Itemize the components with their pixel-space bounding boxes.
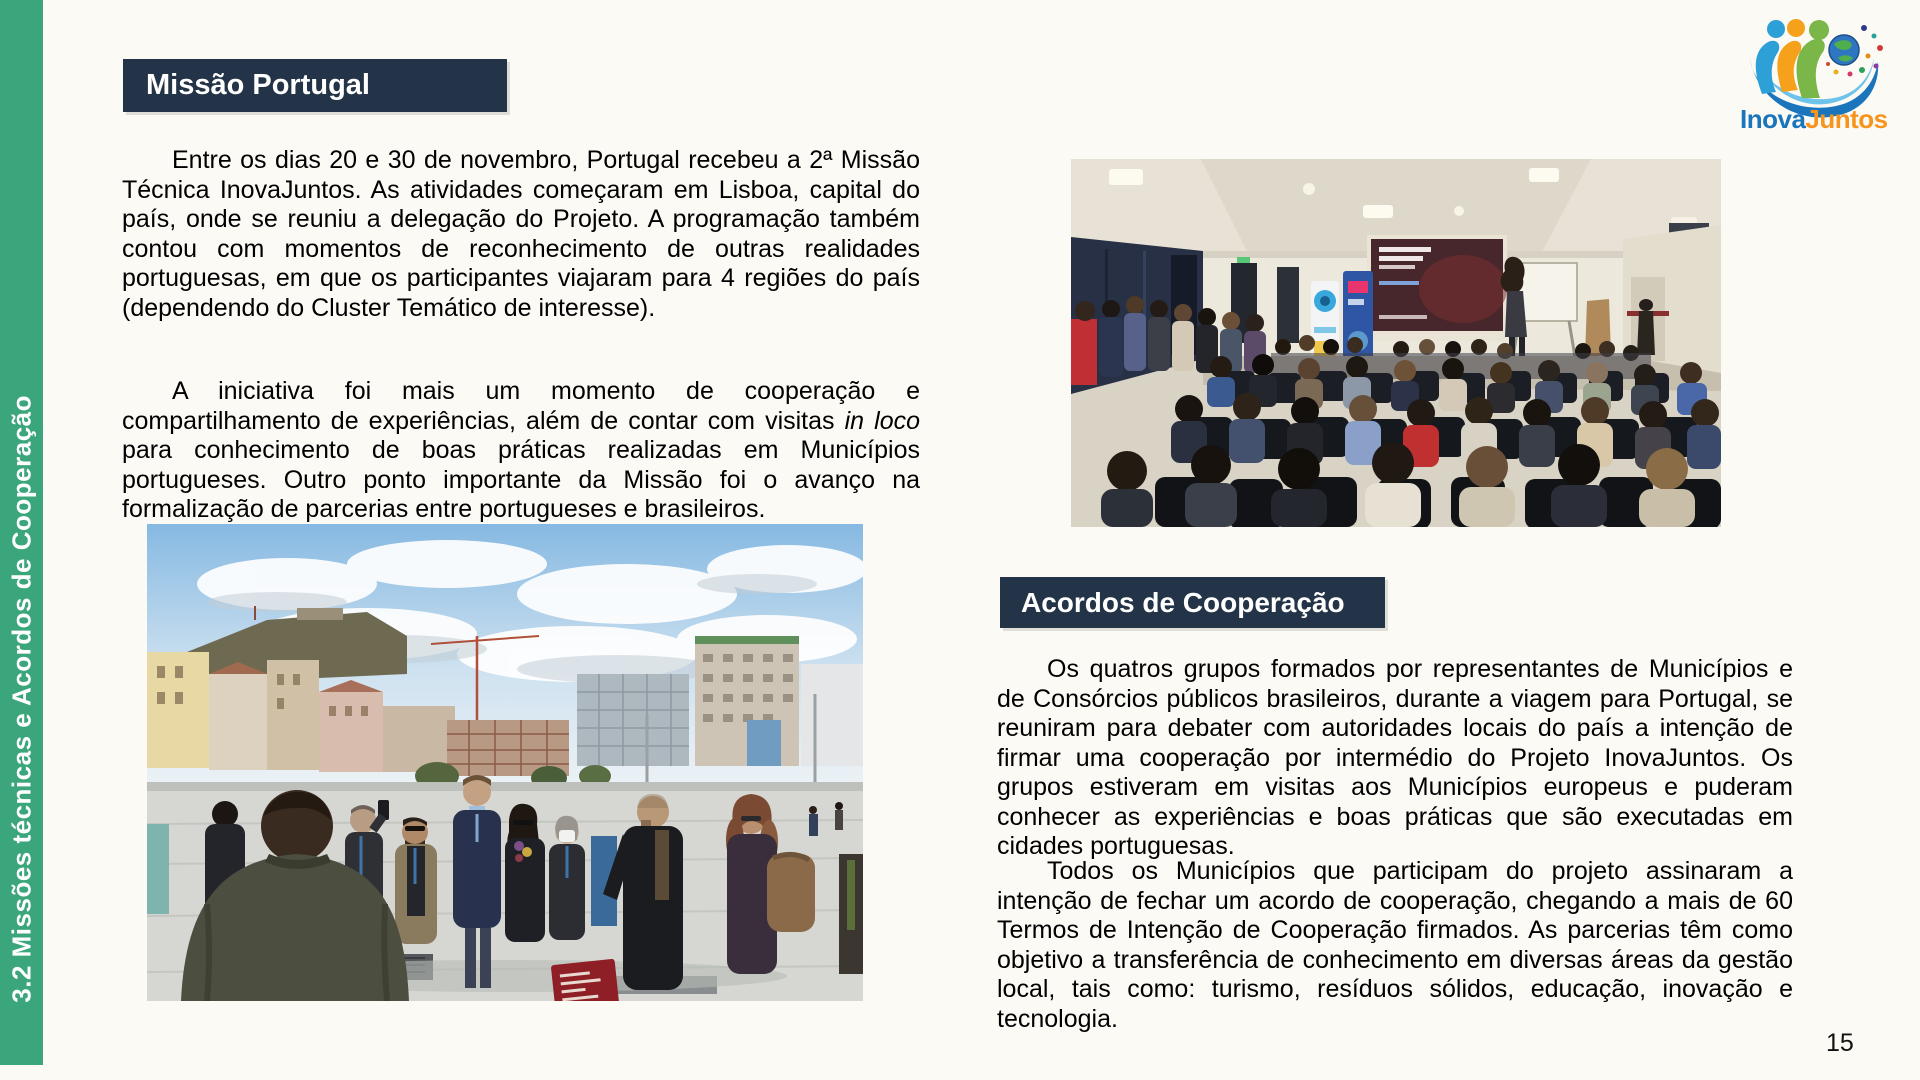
logo-word-juntos: Juntos — [1805, 104, 1888, 132]
inovajuntos-logo-icon — [1738, 6, 1890, 132]
paragraph-acordos-1: Os quatros grupos formados por representantes de Municípios e de Consórcios públicos brasileiros, durante a viagem para Portugal, se reuniram para debater com autoridades locais do país a intenção de firmar uma cooperação por intermédio do Projeto InovaJuntos. Os grupos estiveram em visitas aos Municípios europeus e puderam conhecer as experiências e boas práticas que são executadas em cidades portuguesas. — [997, 655, 1793, 860]
heading-acordos-cooperacao — [1000, 577, 1385, 628]
heading-missao-portugal — [123, 59, 507, 112]
paragraph-missao-1: Entre os dias 20 e 30 de novembro, Portugal recebeu a 2ª Missão Técnica InovaJuntos. As atividades começaram em Lisboa, capital do país, onde se reuniu a delegação do Projeto. A programação também contou com momentos de reconhecimento de outras realidades portuguesas, em que os participantes viajaram para 4 regiões do país (dependendo do Cluster Temático de interesse). — [122, 146, 920, 322]
section-sidebar — [0, 0, 43, 1065]
svg-text:InovaJuntos — [1740, 104, 1888, 132]
logo-word-inova: Inova — [1740, 104, 1806, 132]
inovajuntos-logo — [1738, 6, 1890, 132]
section-sidebar-label: 3.2 Missões técnicas e Acordos de Cooperação — [6, 395, 36, 1003]
paragraph-missao-2 — [122, 377, 920, 525]
conference-photo — [1071, 159, 1721, 527]
paragraph-acordos-2: Todos os Municípios que participam do projeto assinaram a intenção de fechar um acordo de cooperação, chegando a mais de 60 Termos de Intenção de Cooperação firmados. As parcerias têm como objetivo a transferência de conhecimento em diversas áreas da gestão local, tais como: turismo, resíduos sólidos, educação, inovação e tecnologia. — [997, 857, 1793, 1033]
paragraph-missao-2-end: para conhecimento de boas práticas realizadas em Municípios portugueses. Outro ponto importante da Missão foi o avanço na formalização de parcerias entre portugueses e brasileiros. — [122, 436, 920, 523]
page-number: 15 — [1826, 1029, 1854, 1057]
heading-missao-portugal-label: Missão Portugal — [146, 69, 370, 101]
paragraph-missao-2-start: A iniciativa foi mais um momento de cooperação e compartilhamento de experiências, além de contar com visitas — [122, 377, 920, 435]
heading-acordos-cooperacao-label: Acordos de Cooperação — [1021, 586, 1345, 618]
conference-photo-graphic — [1071, 159, 1721, 527]
paragraph-missao-2-italic: in loco — [844, 406, 921, 435]
outdoor-group-photo-graphic — [147, 524, 863, 1001]
outdoor-group-photo — [147, 524, 863, 1001]
